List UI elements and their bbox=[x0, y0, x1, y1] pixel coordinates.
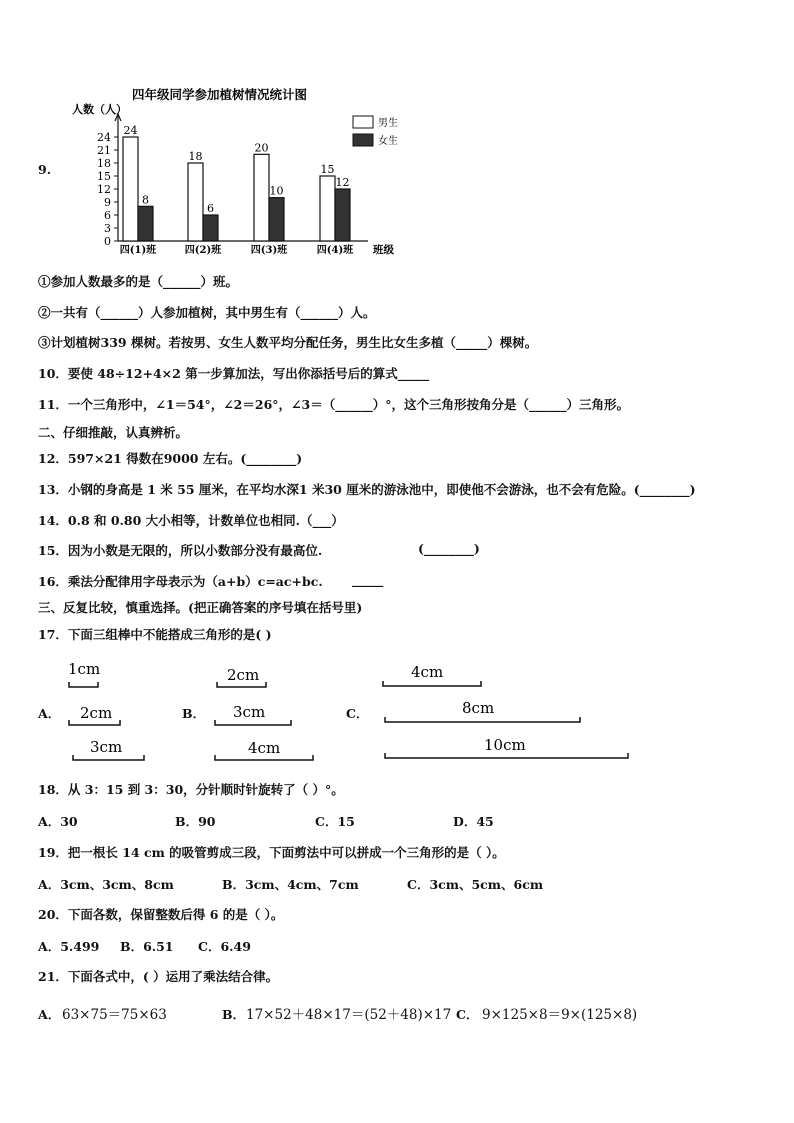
stick-c1 bbox=[383, 681, 481, 686]
question-19-stem: 19．把一根长 14 cm 的吸管剪成三段，下面剪法中可以拼成一个三角形的是（ ）。 bbox=[38, 845, 505, 860]
question-21-stem: 21．下面各式中，( ）运用了乘法结合律。 bbox=[38, 969, 279, 984]
q17-sticks-diagram bbox=[60, 655, 660, 765]
chart-y-tick-label: 18 bbox=[97, 157, 111, 170]
question-13: 13．小钢的身高是 1 米 55 厘米，在平均水深1 米30 厘米的游泳池中，即使他不会游泳，也不会有危险。(________) bbox=[38, 482, 696, 497]
question-15-blank: (________) bbox=[418, 541, 480, 556]
chart-ylabel: 人数（人） bbox=[72, 103, 127, 116]
q19-option-c: C．3cm、5cm、6cm bbox=[407, 877, 544, 892]
stick-c2 bbox=[385, 717, 580, 722]
q18-option-d: D．45 bbox=[453, 814, 494, 829]
q20-option-b: B．6.51 bbox=[120, 939, 174, 954]
chart-y-tick-label: 12 bbox=[97, 183, 111, 196]
question-15: 15．因为小数是无限的，所以小数部分没有最高位. bbox=[38, 543, 323, 558]
stick-c1-label: 4cm bbox=[411, 663, 444, 681]
chart-y-tick-label: 9 bbox=[104, 196, 111, 209]
tree-planting-bar-chart bbox=[70, 86, 398, 261]
chart-xlabel: 班级 bbox=[373, 244, 394, 256]
q21-option-a-label: A． bbox=[38, 1007, 61, 1022]
bar-boys-3 bbox=[254, 154, 269, 241]
chart-title: 四年级同学参加植树情况统计图 bbox=[132, 87, 308, 102]
stick-b3-label: 4cm bbox=[248, 739, 281, 757]
bar-boys-2 bbox=[188, 163, 203, 241]
q19-option-a: A．3cm、3cm、8cm bbox=[38, 877, 174, 892]
stick-a3-label: 3cm bbox=[90, 738, 123, 756]
bar-boys-1 bbox=[123, 137, 138, 241]
q21-option-a: 63×75＝75×63 bbox=[62, 1007, 167, 1023]
question-9-sub1: ①参加人数最多的是（______）班。 bbox=[38, 274, 239, 289]
q19-option-b: B．3cm、4cm、7cm bbox=[222, 877, 359, 892]
q17-option-a-label: A． bbox=[38, 706, 61, 721]
stick-a1 bbox=[69, 682, 98, 687]
bar-label-boys-1: 24 bbox=[123, 124, 138, 137]
question-16: 16．乘法分配律用字母表示为（a+b）c=ac+bc. bbox=[38, 574, 323, 589]
q18-option-a: A．30 bbox=[38, 814, 78, 829]
chart-y-tick-label: 15 bbox=[97, 170, 111, 183]
q21-option-c-label: C． bbox=[456, 1007, 479, 1022]
chart-y-tick-label: 21 bbox=[97, 144, 111, 157]
chart-category-label: 四(4)班 bbox=[316, 245, 354, 256]
q20-option-a: A．5.499 bbox=[38, 939, 100, 954]
question-20-stem: 20．下面各数，保留整数后得 6 的是（ ）。 bbox=[38, 907, 284, 922]
bar-girls-2 bbox=[203, 215, 218, 241]
q17-option-c-label: C． bbox=[346, 706, 369, 721]
bar-boys-4 bbox=[320, 176, 335, 241]
chart-category-label: 四(3)班 bbox=[250, 245, 288, 256]
chart-y-tick-label: 24 bbox=[97, 131, 111, 144]
stick-b2-label: 3cm bbox=[233, 703, 266, 721]
question-18-stem: 18．从 3：15 到 3：30，分针顺时针旋转了（ ）°。 bbox=[38, 782, 344, 797]
chart-y-tick-label: 0 bbox=[104, 235, 111, 248]
question-9-sub2: ②一共有（______）人参加植树，其中男生有（______）人。 bbox=[38, 305, 376, 320]
section-2-heading: 二、仔细推敲，认真辨析。 bbox=[38, 425, 189, 440]
question-10: 10．要使 48÷12+4×2 第一步算加法，写出你添括号后的算式_____ bbox=[38, 366, 429, 381]
legend-girls-label: 女生 bbox=[378, 136, 398, 147]
q21-option-b: 17×52＋48×17＝(52＋48)×17 bbox=[246, 1007, 452, 1023]
legend-boys-swatch bbox=[353, 116, 373, 128]
bar-label-girls-3: 10 bbox=[269, 184, 284, 198]
question-17-stem: 17．下面三组棒中不能搭成三角形的是( ) bbox=[38, 627, 272, 642]
bar-label-boys-2: 18 bbox=[188, 150, 203, 163]
stick-c2-label: 8cm bbox=[462, 699, 495, 717]
bar-label-boys-4: 15 bbox=[320, 163, 335, 176]
section-3-heading: 三、反复比较，慎重选择。(把正确答案的序号填在括号里) bbox=[38, 600, 363, 615]
q21-option-c: 9×125×8＝9×(125×8) bbox=[482, 1007, 638, 1023]
chart-category-label: 四(1)班 bbox=[119, 245, 157, 256]
bar-label-girls-2: 6 bbox=[207, 202, 214, 215]
question-14: 14．0.8 和 0.80 大小相等，计数单位也相同.（___） bbox=[38, 513, 344, 528]
chart-y-tick-label: 3 bbox=[104, 222, 111, 235]
question-16-blank: _____ bbox=[352, 572, 384, 587]
bar-girls-4 bbox=[335, 189, 350, 241]
stick-b1-label: 2cm bbox=[227, 666, 260, 684]
bar-label-girls-4: 12 bbox=[335, 176, 350, 189]
question-9-number: 9. bbox=[38, 162, 52, 177]
stick-c3-label: 10cm bbox=[484, 736, 526, 754]
question-9-sub3: ③计划植树339 棵树。若按男、女生人数平均分配任务，男生比女生多植（_____）棵树。 bbox=[38, 335, 538, 350]
question-12: 12．597×21 得数在9000 左右。(________) bbox=[38, 451, 303, 466]
question-11: 11．一个三角形中，∠1＝54°，∠2＝26°，∠3＝（______）°，这个三角形按角分是（______）三角形。 bbox=[38, 397, 629, 412]
q21-option-b-label: B． bbox=[222, 1007, 246, 1022]
chart-category-label: 四(2)班 bbox=[184, 245, 222, 256]
q18-option-c: C．15 bbox=[315, 814, 355, 829]
bar-label-girls-1: 8 bbox=[142, 193, 149, 207]
stick-a1-label: 1cm bbox=[68, 660, 101, 678]
stick-a2-label: 2cm bbox=[80, 704, 113, 722]
legend-boys-label: 男生 bbox=[378, 118, 398, 129]
bar-girls-1 bbox=[138, 206, 153, 241]
q17-option-b-label: B． bbox=[182, 706, 206, 721]
q20-option-c: C．6.49 bbox=[198, 939, 251, 954]
bar-label-boys-3: 20 bbox=[254, 141, 269, 155]
chart-y-tick-label: 6 bbox=[104, 209, 111, 222]
q18-option-b: B．90 bbox=[175, 814, 216, 829]
legend-girls-swatch bbox=[353, 134, 373, 146]
bar-girls-3 bbox=[269, 198, 284, 241]
